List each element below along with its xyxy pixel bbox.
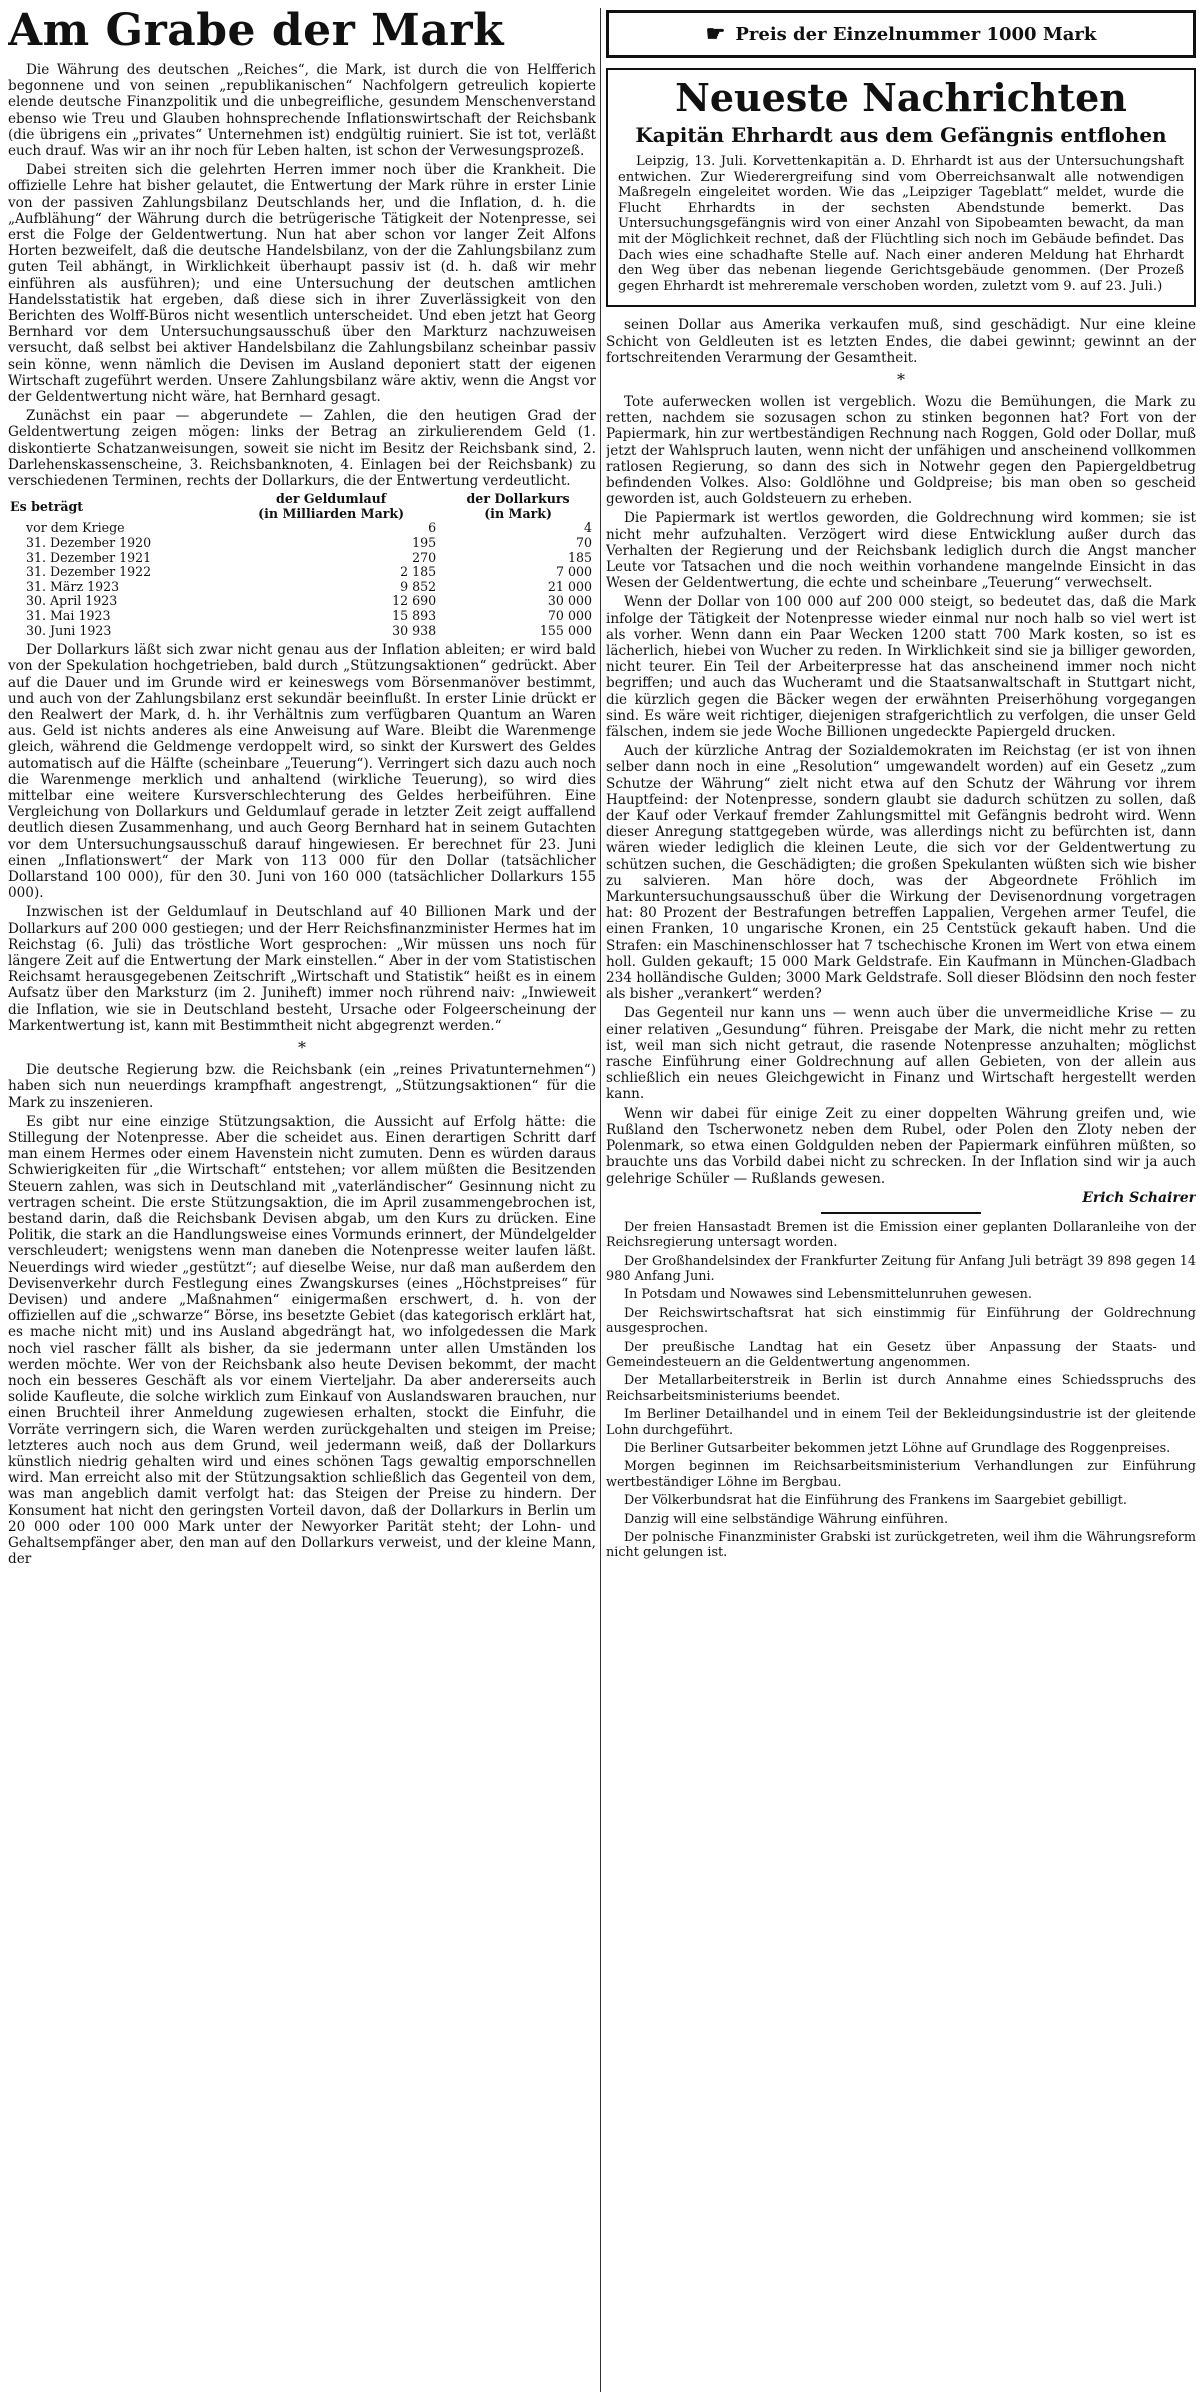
table-row [8, 594, 596, 609]
paragraph: Auch der kürzliche Antrag der Sozialdemokraten im Reichstag (er ist von ihnen selber dann noch in eine „Resolution“ umgewandelt worden) auf ein Gesetz „zum Schutze der Währung“ zielt nicht etwa auf den Schutz der Währung vor ihrem Hauptfeind: der Notenpresse, sondern glaubt sie dadurch schützen zu sollen, daß der Kauf oder Verkauf fremder Zahlungsmittel mit Gefängnis bedroht wird. Wenn dieser Anregung stattgegeben würde, was allerdings nicht zu befürchten ist, dann wären wieder lediglich die kleinen Leute, die sich vor der Geldentwertung zu schützen suchen, die Geschädigten; die großen Spekulanten wüßten sich wie bisher zu salvieren. Man höre doch, was der Abgeordnete Fröhlich im Markuntersuchungsausschuß über die Wirkung der Devisenordnung vorgetragen hat: 80 Prozent der Bestrafungen betreffen Lappalien, Vergehen armer Teufel, die einen Franken, 10 ungarische Kronen, ein 25 Centstück gekauft haben. Und die Strafen: ein Maschinenschlosser hat 7 tschechische Kronen im Wert von etwa einem holl. Gulden gekauft; 15 000 Mark Geldstrafe. Ein Kaufmann in München-Gladbach 234 holländische Gulden; 3000 Mark Geldstrafe. Soll dieser Blödsinn den noch fester als bisher „verankert“ werden? [606, 743, 1196, 1003]
separator-rule [821, 1212, 981, 1214]
section-separator-star-right: * [897, 369, 905, 389]
table-row [8, 521, 596, 536]
money-supply-table [8, 492, 596, 638]
news-brief: Der Völkerbundsrat hat die Einführung des Frankens im Saargebiet gebilligt. [624, 1493, 1127, 1509]
table-row [8, 551, 596, 566]
news-briefs [606, 1220, 1196, 1561]
row-dollar: 70 [575, 535, 592, 551]
table-row [8, 624, 596, 639]
paragraph: Die Papiermark ist wertlos geworden, die Goldrechnung wird kommen; sie ist nicht mehr aufzuhalten. Verzögert wird diese Entwicklung außer durch das Verhalten der Regierung und der Reichsbank lediglich durch die Angst mancher Leute vor Tatsachen und die noch weithin vorhandene mangelnde Einsicht in das Wesen der Geldentwertung, die echte und scheinbare „Teuerung“ verwechselt. [606, 510, 1196, 592]
row-dollar: 30 000 [547, 593, 592, 609]
section-separator-star: * [298, 1038, 306, 1058]
news-brief: Im Berliner Detailhandel und in einem Teil der Bekleidungsindustrie ist der gleitende Lohn durchgeführt. [606, 1407, 1196, 1438]
news-brief: Morgen beginnen im Reichsarbeitsministerium Verhandlungen zur Einführung wertbeständiger Löhne im Bergbau. [606, 1459, 1196, 1490]
table-col-money [222, 492, 440, 521]
price-banner-text: Preis der Einzelnummer 1000 Mark [735, 23, 1097, 45]
row-date: 31. Mai 1923 [26, 608, 111, 624]
row-date: 30. April 1923 [26, 593, 118, 609]
article-body-right [606, 394, 1196, 1187]
article-continuation [606, 317, 1196, 366]
paragraph: Dabei streiten sich die gelehrten Herren immer noch über die Krankheit. Die offizielle Lehre hat bisher gelautet, die Entwertung der Mark rühre in erster Linie von der passiven Zahlungsbilanz Deutschlands her, und die Inflation, d. h. die „Aufblähung“ der Währung durch die betrügerische Tätigkeit der Notenpresse, sei erst die Folge der Geldentwertung. Nun hat aber schon vor langer Zeit Alfons Horten bezweifelt, daß die deutsche Handelsbilanz, von der die Zahlungsbilanz zum guten Teil abhängt, in Wirklichkeit überhaupt passiv ist (d. h. daß wir mehr einführen als ausführen); und eine Untersuchung der deutschen amtlichen Handelsstatistik hat ergeben, daß diese sich in ihrer Zuverlässigkeit von den Berichten des Wolff-Büros nicht wesentlich unterscheidet. Und eben jetzt hat Georg Bernhard vor dem Untersuchungsausschuß über den Markturz nachzuweisen versucht, daß selbst bei aktiver Handelsbilanz die Zahlungsbilanz scheinbar passiv sein könne, wenn nämlich die Devisen im Ausland deponiert statt der eigenen Wirtschaft zugeführt werden. Unsere Zahlungsbilanz wäre aktiv, wenn die Angst vor der Geldentwertung nicht wäre, hat Bernhard gesagt. [8, 162, 596, 406]
table-row [8, 565, 596, 580]
author-signature: Erich Schairer [1082, 1189, 1196, 1206]
left-column [8, 6, 596, 2394]
row-date: 31. Dezember 1920 [26, 535, 152, 551]
row-dollar: 155 000 [539, 622, 592, 638]
article-body-bottom [8, 1062, 596, 1567]
row-money: 9 852 [400, 578, 437, 594]
news-title: Neueste Nachrichten [675, 75, 1127, 120]
table-label: Es beträgt [10, 498, 84, 514]
news-brief: In Potsdam und Nowawes sind Lebensmittelunruhen gewesen. [624, 1287, 1032, 1303]
table-row [8, 536, 596, 551]
row-money: 15 893 [392, 608, 437, 624]
row-date: vor dem Kriege [26, 520, 125, 536]
article-body-top [8, 62, 596, 489]
news-body: Leipzig, 13. Juli. Korvettenkapitän a. D. Ehrhardt ist aus der Untersuchungshaft entwichen. Zur Wiederergreifung sind vom Oberreichsanwalt alle notwendigen Maßregeln eingeleitet worden. Wie das „Leipziger Tageblatt“ meldet, wurde die Flucht Ehrhardts in der sechsten Abendstunde bemerkt. Das Untersuchungsgefängnis wird von einer Anzahl von Sipobeamten bewacht, da man mit der Möglichkeit rechnet, daß der Flüchtling sich noch im Gebäude befindet. Das Dach wies eine schadhafte Stelle auf. Nach einer anderen Meldung hat Ehrhardt den Weg über das nebenan liegende Gerichtsgebäude genommen. (Der Prozeß gegen Ehrhardt ist mehreremale verschoben worden, zuletzt vom 9. auf 23. Juli.) [618, 154, 1184, 294]
news-brief: Der Reichswirtschaftsrat hat sich einstimmig für Einführung der Goldrechnung ausgesprochen. [606, 1305, 1196, 1337]
price-banner [606, 10, 1196, 58]
paragraph: Das Gegenteil nur kann uns — wenn auch über die unvermeidliche Krise — zu einer relativen „Gesundung“ führen. Preisgabe der Mark, die nicht mehr zu retten ist, weil man sich nicht getraut, die rasende Notenpresse anzuhalten; möglichst rasche Einführung einer Goldrechnung auf allen Gebieten, von der allein aus schließlich ein neues Gleichgewicht in Finanz und Wirtschaft hergestellt werden kann. [606, 1005, 1196, 1103]
table-col-dollar [440, 492, 596, 521]
paragraph: Tote auferwecken wollen ist vergeblich. Wozu die Bemühungen, die Mark zu retten, nachdem sie sozusagen schon zu stinken begonnen hat? Fort von der Papiermark, hin zur wertbeständigen Rechnung nach Roggen, Gold oder Dollar, muß jetzt der Wahlspruch lauten, wenn nicht der unfähigen und anscheinend vollkommen ratlosen Regierung, so dann des sich in Notwehr gegen den Papiergeldbetrug befindenden Volkes. Also: Goldlöhne und Goldpreise; bis man oben so gescheid geworden ist, auch Goldsteuern zu erheben. [606, 393, 1196, 508]
row-date: 31. Dezember 1922 [26, 564, 152, 580]
article-headline: Am Grabe der Mark [8, 6, 505, 56]
news-brief: Die Berliner Gutsarbeiter bekommen jetzt Löhne auf Grundlage des Roggenpreises. [624, 1440, 1171, 1456]
latest-news-box [606, 68, 1196, 307]
news-brief: Der Metallarbeiterstreik in Berlin ist durch Annahme eines Schiedsspruchs des Reichsarbeitsministeriums beendet. [606, 1373, 1196, 1404]
pointing-hand-icon: ☛ [705, 21, 726, 47]
row-money: 195 [412, 535, 437, 551]
news-subtitle: Kapitän Ehrhardt aus dem Gefängnis entflohen [635, 123, 1167, 147]
paragraph: Zunächst ein paar — abgerundete — Zahlen, die den heutigen Grad der Geldentwertung zeigen mögen: links der Betrag an zirkulierendem Geld (1. diskontierte Schatzanweisungen, soweit sie nicht im Besitz der Reichsbank sind, 2. Darlehenskassenscheine, 3. Reichsbanknoten, 4. Einlagen bei der Reichsbank) zu verschiedenen Terminen, rechts der Dollarkurs, die der Entwertung verdeutlicht. [8, 408, 596, 490]
paragraph: seinen Dollar aus Amerika verkaufen muß, sind geschädigt. Nur eine kleine Schicht von Geldleuten ist es letzten Endes, die dabei gewinnt; gewinnt an der fortschreitenden Verarmung der Gesamtheit. [606, 317, 1196, 366]
table-col-dollar-unit: (in Mark) [484, 505, 552, 521]
paragraph: Inzwischen ist der Geldumlauf in Deutschland auf 40 Billionen Mark und der Dollarkurs auf 200 000 gestiegen; und der Herr Reichsfinanzminister Hermes hat im Reichstag (6. Juli) das tröstliche Wort gesprochen: „Wir müssen uns noch für längere Zeit auf die Entwertung der Mark einstellen.“ Aber in der vom Statistischen Reichsamt herausgegebenen Zeitschrift „Wirtschaft und Statistik“ heißt es in einem Aufsatz über den Marksturz (im 2. Juniheft) immer noch rührend naiv: „Inwieweit die Inflation, wie sie in Deutschland besteht, Ursache oder Folgeerscheinung der Markentwertung ist, kann mit Bestimmtheit nicht abgegrenzt werden.“ [8, 904, 596, 1034]
row-date: 30. Juni 1923 [26, 622, 112, 638]
table-body [8, 521, 596, 638]
news-brief: Der polnische Finanzminister Grabski ist zurückgetreten, weil ihm die Währungsreform nicht gelungen ist. [606, 1530, 1196, 1561]
row-dollar: 185 [567, 549, 592, 565]
column-divider [600, 8, 601, 2392]
row-money: 270 [412, 549, 437, 565]
row-dollar: 4 [583, 520, 592, 536]
row-money: 12 690 [392, 593, 437, 609]
right-column [606, 6, 1196, 2394]
table-col-money-title: der Geldumlauf [276, 491, 387, 507]
row-date: 31. März 1923 [26, 578, 120, 594]
paragraph: Die Währung des deutschen „Reiches“, die Mark, ist durch die von Helfferich begonnene und von seinen „republikanischen“ Nachfolgern getreulich kopierte elende deutsche Finanzpolitik und die unbegreifliche, gesundem Menschenverstand ebenso wie Treu und Glauben hohnsprechende Inflationswirtschaft der Reichsbank (die übrigens ein „privates“ Unternehmen ist) endgültig ruiniert. Sie ist tot, verläßt euch drauf. Was wir an ihr noch für Leben halten, ist schon der Verwesungsprozeß. [8, 62, 596, 160]
paragraph: Wenn der Dollar von 100 000 auf 200 000 steigt, so bedeutet das, daß die Mark infolge der Tätigkeit der Notenpresse wieder einmal nur noch halb so viel wert ist als vorher. Wenn dann ein Paar Wecken 1200 statt 700 Mark kosten, so ist es lächerlich, hiebei von Wucher zu reden. In Wirklichkeit sind sie ja billiger geworden, nicht teurer. Ein Teil der Arbeiterpresse hat das anscheinend immer noch nicht begriffen; und auch das Wucheramt und die Staatsanwaltschaft in Stuttgart nicht, die kürzlich gegen die Bäcker wegen der erwähnten Preiserhöhung vorgegangen sind. Es wäre weit richtiger, diejenigen strafgerichtlich zu verfolgen, die unser Geld fälschen, indem sie jede Woche Billionen ungedeckte Papiergeld drucken. [606, 594, 1196, 741]
table-row [8, 580, 596, 595]
table-row [8, 609, 596, 624]
table-col-money-unit: (in Milliarden Mark) [258, 505, 405, 521]
row-dollar: 70 000 [547, 608, 592, 624]
news-brief: Der preußische Landtag hat ein Gesetz über Anpassung der Staats- und Gemeindesteuern an die Geldentwertung angenommen. [606, 1339, 1196, 1370]
article-body-middle [8, 642, 596, 1034]
row-dollar: 7 000 [555, 564, 592, 580]
row-money: 2 185 [400, 564, 437, 580]
paragraph: Wenn wir dabei für einige Zeit zu einer doppelten Währung greifen und, wie Rußland den Tscherwonetz neben dem Rubel, oder Polen den Zloty neben der Polenmark, so etwa einen Goldgulden neben der Papiermark einführen müßten, so brauchte uns das Vorbild dabei nicht zu schrecken. In der Inflation sind wir ja auch gelehrige Schüler — Rußlands gewesen. [606, 1105, 1196, 1187]
paragraph: Die deutsche Regierung bzw. die Reichsbank (ein „reines Privatunternehmen“) haben sich nun neuerdings krampfhaft angestrengt, „Stützungsaktionen“ für die Mark zu inszenieren. [8, 1062, 596, 1111]
news-brief: Der Großhandelsindex der Frankfurter Zeitung für Anfang Juli beträgt 39 898 gegen 14 980 Anfang Juni. [606, 1253, 1196, 1284]
paragraph: Es gibt nur eine einzige Stützungsaktion, die Aussicht auf Erfolg hätte: die Stillegung der Notenpresse. Aber die scheidet aus. Einen derartigen Schritt darf man einem Hermes oder einem Havenstein nicht zumuten. Denn es würden daraus Schwierigkeiten für „die Wirtschaft“ entstehen; vor allem müßten die Besitzenden Steuern zahlen, was sich in Deutschland mit „vaterländischer“ Gesinnung nicht zu vertragen scheint. Die erste Stützungsaktion, die im April zusammengebrochen ist, bestand darin, daß die Reichsbank Devisen abgab, um den Kurs zu drücken. Eine Politik, die stark an die Handlungsweise eines Vormunds erinnert, der Mündelgelder verschleudert; wenigstens wenn man daneben die Notenpresse weiter laufen läßt. Neuerdings wird wieder „gestützt“; auf dieselbe Weise, nur daß man außerdem den Devisenverkehr durch Festlegung eines Zwangskurses (eines „Höchstpreises“ für Devisen) und andere „Maßnahmen“ einigermaßen erschwert, d. h. von der offiziellen auf die „schwarze“ Börse, ins besetzte Gebiet (das kategorisch erklärt hat, es mache nicht mit) und ins Ausland abgedrängt hat, wo infolgedessen die Mark noch viel rascher fällt als bisher, da sie jedermann unter allen Umständen los werden möchte. Wer von der Reichsbank also heute Devisen bekommt, der macht noch ein besseres Geschäft als vor einem Vierteljahr. Da aber andererseits auch solide Kaufleute, die solche wirklich zum Einkauf von Auslandswaren brauchen, nur einen Bruchteil ihrer Anmeldung zugewiesen erhalten, stockt die Einfuhr, die Vorräte verringern sich, die Waren werden zurückgehalten und steigen im Preise; letzteres auch noch aus dem Grund, weil jedermann weiß, daß der Dollarkurs künstlich niedrig gehalten wird und eines schönen Tags gewaltig emporschnellen wird. Man erreicht also mit der Stützungsaktion schließlich das Gegenteil von dem, was man angeblich damit verfolgt hat: das Steigen der Preise zu hindern. Der Konsument hat nicht den geringsten Vorteil davon, daß der Dollarkurs in Berlin um 20 000 oder 100 000 Mark unter der Newyorker Parität steht; der Lohn- und Gehaltsempfänger aber, den man auf den Dollarkurs verweist, und der kleine Mann, der [8, 1113, 596, 1568]
news-brief: Der freien Hansastadt Bremen ist die Emission einer geplanten Dollaranleihe von der Reichsregierung untersagt worden. [606, 1219, 1196, 1251]
row-money: 30 938 [392, 622, 437, 638]
row-dollar: 21 000 [547, 578, 592, 594]
paragraph: Der Dollarkurs läßt sich zwar nicht genau aus der Inflation ableiten; er wird bald von der Spekulation hochgetrieben, bald durch „Stützungsaktionen“ gedrückt. Aber auf die Dauer und im Grunde wird er keineswegs vom Börsenmanöver bestimmt, und auch von der Zahlungsbilanz erst sekundär beeinflußt. In erster Linie drückt er den Realwert der Mark, d. h. ihr Verhältnis zum verfügbaren Quantum an Waren aus. Geld ist nichts anderes als eine Anweisung auf Ware. Bleibt die Warenmenge gleich, während die Geldmenge verdoppelt wird, so sinkt der Kurswert des Geldes automatisch auf die Hälfte (scheinbare „Teuerung“). Verringert sich dazu auch noch die Warenmenge merklich und anhaltend (wirkliche Teuerung), so wird dies mittelbar eine weitere Kursverschlechterung des Geldes herbeiführen. Eine Vergleichung von Dollarkurs und Geldumlauf gerade in letzter Zeit zeigt auffallend deutlich diesen Zusammenhang, und auch Georg Bernhard hat in seinem Gutachten vor dem Untersuchungsausschuß darauf hingewiesen. Er berechnet für 23. Juni einen „Inflationswert“ der Mark von 113 000 für den Dollar (tatsächlicher Dollarstand 100 000), für den 30. Juni von 160 000 (tatsächlicher Dollarkurs 155 000). [8, 642, 596, 902]
news-brief: Danzig will eine selbständige Währung einführen. [624, 1511, 949, 1527]
row-date: 31. Dezember 1921 [26, 549, 152, 565]
table-col-dollar-title: der Dollarkurs [466, 491, 570, 507]
row-money: 6 [428, 520, 437, 536]
